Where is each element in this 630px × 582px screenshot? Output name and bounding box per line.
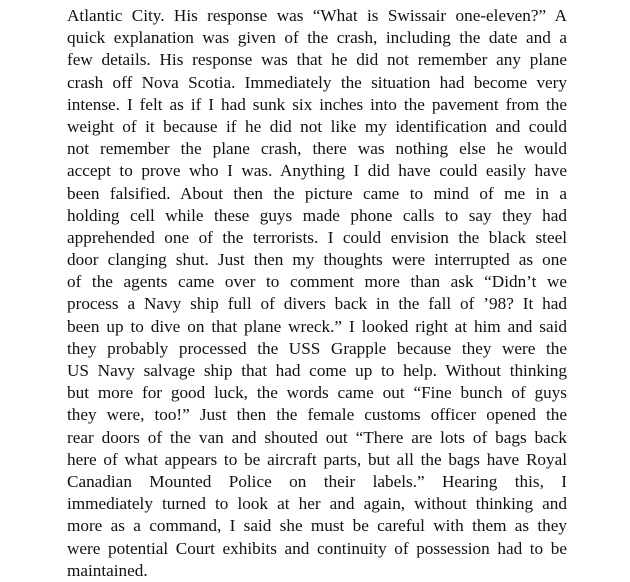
text-line-last: maintained.: [67, 560, 148, 580]
text-line: process a Navy ship full of divers back in the fall of ’98? It had: [67, 294, 567, 314]
text-line: of the agents came over to comment more than ask “Didn’t we: [67, 272, 567, 292]
text-line: crash off Nova Scotia. Immediately the situation had become very: [67, 72, 567, 92]
text-line: been falsified. About then the picture came to mind of me in a: [67, 183, 567, 203]
text-line: immediately turned to look at her and again, without thinking and: [67, 494, 567, 514]
text-line: door clanging shut. Just then my thoughts were interrupted as one: [67, 250, 567, 270]
text-line: quick explanation was given of the crash, including the date and a: [67, 28, 567, 48]
text-line: Canadian Mounted Police on their labels.” Hearing this, I: [67, 471, 567, 491]
text-line: Atlantic City. His response was “What is Swissair one-eleven?” A: [67, 6, 567, 25]
text-line: they were, too!” Just then the female customs officer opened the: [67, 405, 567, 425]
text-line: holding cell while these guys made phone calls to say they had: [67, 205, 567, 225]
text-line: apprehended one of the terrorists. I could envision the black steel: [67, 227, 567, 247]
text-line: US Navy salvage ship that had come up to help. Without thinking: [67, 361, 567, 380]
text-line: were potential Court exhibits and continuity of possession had to be: [67, 538, 567, 558]
text-line: been up to dive on that plane wreck.” I looked right at him and said: [67, 316, 567, 336]
body-paragraph: [67, 5, 567, 582]
text-line: few details. His response was that he did not remember any plane: [67, 50, 567, 70]
text-line: rear doors of the van and shouted out “There are lots of bags back: [67, 427, 567, 447]
text-line: here of what appears to be aircraft parts, but all the bags have Royal: [67, 449, 567, 469]
text-line: but more for good luck, the words came out “Fine bunch of guys: [67, 383, 567, 403]
text-line: not remember the plane crash, there was nothing else he would: [67, 139, 567, 159]
text-line: they probably processed the USS Grapple because they were the: [67, 338, 567, 358]
text-line: accept to prove who I was. Anything I did have could easily have: [67, 161, 567, 181]
text-line: weight of it because if he did not like my identification and could: [67, 116, 567, 136]
text-line: more as a command, I said she must be careful with them as they: [67, 516, 567, 536]
text-line: intense. I felt as if I had sunk six inches into the pavement from the: [67, 94, 567, 114]
